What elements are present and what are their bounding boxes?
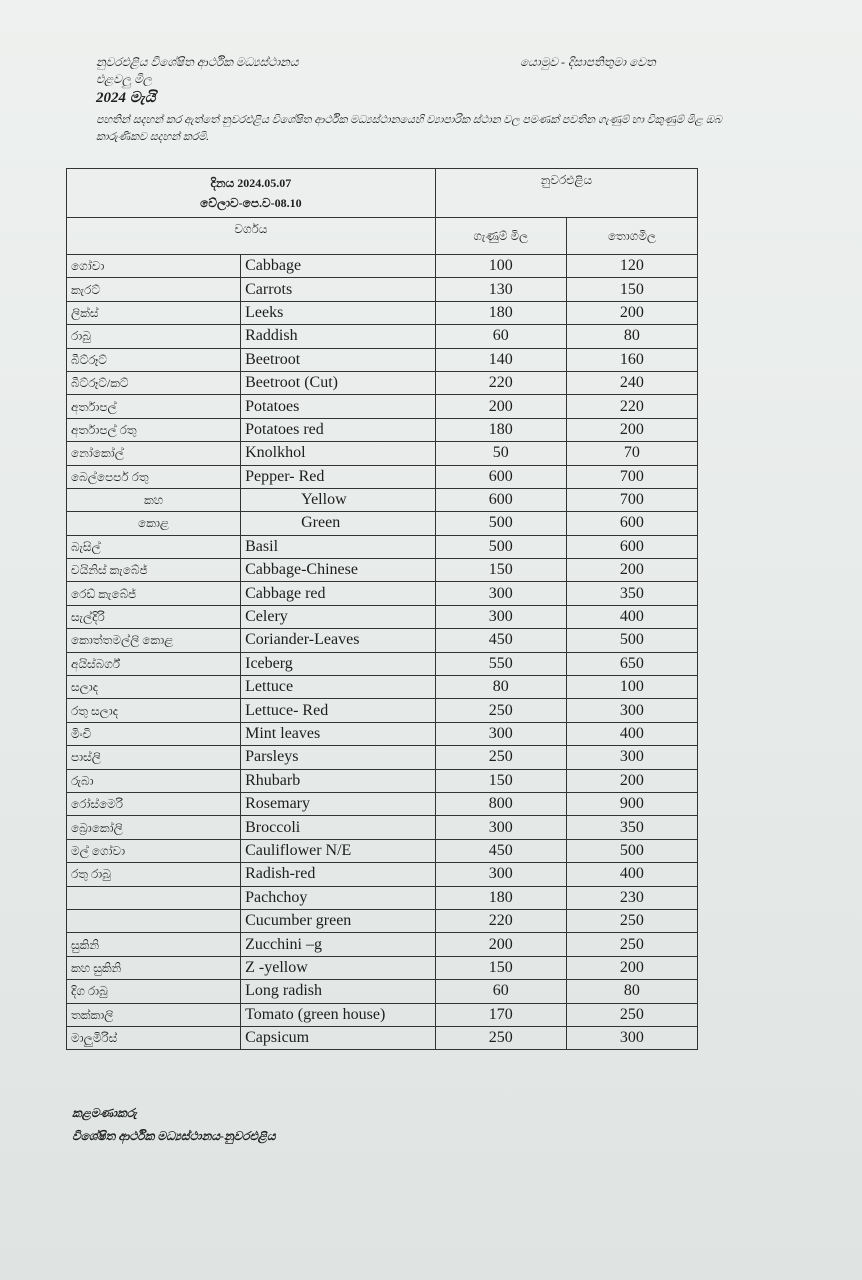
sell-price-cell: 600 <box>566 535 697 558</box>
sell-price-cell: 300 <box>566 699 697 722</box>
buy-price-cell: 140 <box>435 348 566 371</box>
table-row <box>67 839 698 862</box>
buy-price-cell: 250 <box>435 746 566 769</box>
table-date: දිනය 2024.05.07 <box>210 176 292 190</box>
table-row <box>67 1026 698 1049</box>
english-name-cell: Leeks <box>241 301 436 324</box>
table-row <box>67 465 698 488</box>
buy-price-cell: 600 <box>435 465 566 488</box>
english-name-cell: Lettuce <box>241 676 436 699</box>
buy-price-cell: 150 <box>435 769 566 792</box>
sell-price-cell: 350 <box>566 582 697 605</box>
buy-price-cell: 500 <box>435 512 566 535</box>
table-row <box>67 722 698 745</box>
table-row <box>67 933 698 956</box>
table-row <box>67 886 698 909</box>
table-row <box>67 863 698 886</box>
sell-price-cell: 250 <box>566 909 697 932</box>
sinhala-name-cell: කහ සුකිනි <box>67 956 241 979</box>
sinhala-name-cell <box>67 886 241 909</box>
sell-price-cell: 350 <box>566 816 697 839</box>
english-name-cell: Tomato (green house) <box>241 1003 436 1026</box>
table-row <box>67 348 698 371</box>
sinhala-name-cell: සුකිනි <box>67 933 241 956</box>
document-date: 2024 මැයි <box>96 90 156 106</box>
buy-price-cell: 220 <box>435 909 566 932</box>
english-name-cell: Iceberg <box>241 652 436 675</box>
english-name-cell: Cauliflower N/E <box>241 839 436 862</box>
english-name-cell: Parsleys <box>241 746 436 769</box>
buy-price-cell: 550 <box>435 652 566 675</box>
buy-price-cell: 300 <box>435 605 566 628</box>
sinhala-name-cell: පාස්ලි <box>67 746 241 769</box>
sell-price-cell: 700 <box>566 488 697 511</box>
table-header-row-2 <box>67 218 698 255</box>
table-row <box>67 255 698 278</box>
sinhala-name-cell: මිංචි <box>67 722 241 745</box>
table-row <box>67 605 698 628</box>
buy-price-cell: 600 <box>435 488 566 511</box>
sell-price-cell: 80 <box>566 325 697 348</box>
sell-price-cell: 230 <box>566 886 697 909</box>
table-row <box>67 699 698 722</box>
sell-price-cell: 160 <box>566 348 697 371</box>
table-row <box>67 418 698 441</box>
location-header: නුවරඑළිය <box>435 169 697 218</box>
english-name-cell: Pachchoy <box>241 886 436 909</box>
sell-price-cell: 200 <box>566 559 697 582</box>
sinhala-name-cell: ගෝවා <box>67 255 241 278</box>
buy-price-cell: 250 <box>435 1026 566 1049</box>
sinhala-name-cell: සලාද <box>67 676 241 699</box>
buy-price-cell: 150 <box>435 559 566 582</box>
sell-price-cell: 220 <box>566 395 697 418</box>
document-subtitle: එළවලු මිල <box>96 72 152 86</box>
sell-price-cell: 400 <box>566 863 697 886</box>
table-row <box>67 909 698 932</box>
table-row <box>67 816 698 839</box>
table-row <box>67 769 698 792</box>
sell-price-cell: 700 <box>566 465 697 488</box>
sinhala-name-cell: අයිස්බර්ග් <box>67 652 241 675</box>
sell-price-cell: 200 <box>566 769 697 792</box>
buy-price-cell: 500 <box>435 535 566 558</box>
table-row <box>67 371 698 394</box>
sinhala-name-cell: සැල්දිරි <box>67 605 241 628</box>
sell-price-cell: 400 <box>566 722 697 745</box>
buy-price-cell: 60 <box>435 325 566 348</box>
intro-paragraph: පහතින් සදහන් කර ඇත්තේ නුවරඑළිය විශේෂිත ආර්ථික මධ්‍යස්ථානයෙහි ව්‍යාපාරික ස්ථාන වල පමණක් පවතින ගැණුම් හා විකුණුම් මිළ ඔබ කාරුණිකව සදහන් කරමි. <box>96 114 722 143</box>
sell-price-cell: 150 <box>566 278 697 301</box>
buy-price-cell: 50 <box>435 442 566 465</box>
buy-price-cell: 170 <box>435 1003 566 1026</box>
sinhala-name-cell: රාබු <box>67 325 241 348</box>
sinhala-name-cell: අර්තාපල් රතු <box>67 418 241 441</box>
english-name-cell: Carrots <box>241 278 436 301</box>
buy-price-cell: 130 <box>435 278 566 301</box>
table-row <box>67 442 698 465</box>
buy-price-cell: 300 <box>435 582 566 605</box>
sell-price-cell: 300 <box>566 1026 697 1049</box>
sinhala-name-cell: රතු සලාද <box>67 699 241 722</box>
sell-price-cell: 500 <box>566 839 697 862</box>
english-name-cell: Beetroot <box>241 348 436 371</box>
sinhala-name-cell: බ්‍රොකෝලි <box>67 816 241 839</box>
table-header-row-1 <box>67 169 698 218</box>
table-row <box>67 980 698 1003</box>
buy-price-cell: 800 <box>435 792 566 815</box>
table-row <box>67 956 698 979</box>
signatory-office: විශේෂිත ආර්ථික මධ්‍යස්ථානය-නුවරඑළිය <box>72 1129 276 1143</box>
sinhala-name-cell: බීට්රූට්/කට් <box>67 371 241 394</box>
signatory-role: කළමණාකරු <box>72 1106 137 1120</box>
buy-price-cell: 300 <box>435 816 566 839</box>
buy-price-cell: 180 <box>435 301 566 324</box>
buy-price-cell: 180 <box>435 886 566 909</box>
buy-price-cell: 60 <box>435 980 566 1003</box>
english-name-cell: Cabbage <box>241 255 436 278</box>
sinhala-name-cell: රතු රාබු <box>67 863 241 886</box>
table-row <box>67 582 698 605</box>
sinhala-name-cell: රෝස්මෙරි <box>67 792 241 815</box>
table-row <box>67 278 698 301</box>
english-name-cell: Radish-red <box>241 863 436 886</box>
english-name-cell: Potatoes <box>241 395 436 418</box>
english-name-cell: Cabbage-Chinese <box>241 559 436 582</box>
table-row <box>67 746 698 769</box>
buy-price-cell: 450 <box>435 629 566 652</box>
english-name-cell: Zucchini –g <box>241 933 436 956</box>
sell-price-cell: 300 <box>566 746 697 769</box>
table-row <box>67 301 698 324</box>
date-time-cell <box>67 169 436 218</box>
sinhala-name-cell: කොත්තමල්ලි කොළ <box>67 629 241 652</box>
table-row <box>67 1003 698 1026</box>
english-name-cell: Lettuce- Red <box>241 699 436 722</box>
sell-price-cell: 120 <box>566 255 697 278</box>
sell-price-cell: 650 <box>566 652 697 675</box>
sell-price-cell: 900 <box>566 792 697 815</box>
sinhala-name-cell: ලික්ස් <box>67 301 241 324</box>
sell-price-cell: 80 <box>566 980 697 1003</box>
table-row <box>67 535 698 558</box>
english-name-cell: Coriander-Leaves <box>241 629 436 652</box>
sell-price-cell: 250 <box>566 1003 697 1026</box>
buy-price-cell: 300 <box>435 863 566 886</box>
sell-price-header: තොගමිල <box>566 218 697 255</box>
english-name-cell: Pepper- Red <box>241 465 436 488</box>
price-table-body <box>67 255 698 1050</box>
english-name-cell: Cucumber green <box>241 909 436 932</box>
buy-price-cell: 100 <box>435 255 566 278</box>
sell-price-cell: 70 <box>566 442 697 465</box>
sinhala-name-cell <box>67 909 241 932</box>
sinhala-name-cell: රෙඩ් කැබේජ් <box>67 582 241 605</box>
sinhala-name-cell: දිග රාබු <box>67 980 241 1003</box>
sinhala-name-cell: අර්තාපල් <box>67 395 241 418</box>
sinhala-name-cell: බැසිල් <box>67 535 241 558</box>
sell-price-cell: 200 <box>566 418 697 441</box>
english-name-cell: Capsicum <box>241 1026 436 1049</box>
english-name-cell: Beetroot (Cut) <box>241 371 436 394</box>
english-name-cell: Raddish <box>241 325 436 348</box>
sinhala-name-cell: කැරට් <box>67 278 241 301</box>
english-name-cell: Green <box>241 512 436 535</box>
sinhala-name-cell: මාලුමිරිස් <box>67 1026 241 1049</box>
organization-name: නුවරඑළිය විශේෂිත ආර්ථික මධ්‍යස්ථානය <box>96 55 299 69</box>
sell-price-cell: 200 <box>566 301 697 324</box>
table-time: වේලාව-පෙ.ව-08.10 <box>200 196 302 210</box>
table-row <box>67 652 698 675</box>
english-name-cell: Rhubarb <box>241 769 436 792</box>
table-row <box>67 395 698 418</box>
buy-price-cell: 220 <box>435 371 566 394</box>
buy-price-cell: 300 <box>435 722 566 745</box>
english-name-cell: Potatoes red <box>241 418 436 441</box>
buy-price-cell: 200 <box>435 933 566 956</box>
buy-price-cell: 180 <box>435 418 566 441</box>
english-name-cell: Rosemary <box>241 792 436 815</box>
english-name-cell: Yellow <box>241 488 436 511</box>
english-name-cell: Broccoli <box>241 816 436 839</box>
sell-price-cell: 600 <box>566 512 697 535</box>
sinhala-name-cell: කහ <box>67 488 241 511</box>
sinhala-name-cell: මල් ගෝවා <box>67 839 241 862</box>
sell-price-cell: 500 <box>566 629 697 652</box>
recipient-line: යොමුව - දිසාපතිතුමා වෙත <box>520 55 656 69</box>
table-row <box>67 488 698 511</box>
sinhala-name-cell: බෙල්පෙපර් රතු <box>67 465 241 488</box>
english-name-cell: Mint leaves <box>241 722 436 745</box>
type-header: වර්ගය <box>67 218 436 255</box>
sell-price-cell: 100 <box>566 676 697 699</box>
buy-price-cell: 150 <box>435 956 566 979</box>
buy-price-cell: 200 <box>435 395 566 418</box>
buy-price-header: ගැණුම් මිල <box>435 218 566 255</box>
table-row <box>67 629 698 652</box>
sinhala-name-cell: කොළ <box>67 512 241 535</box>
table-row <box>67 792 698 815</box>
sell-price-cell: 240 <box>566 371 697 394</box>
sell-price-cell: 250 <box>566 933 697 956</box>
english-name-cell: Long radish <box>241 980 436 1003</box>
buy-price-cell: 250 <box>435 699 566 722</box>
buy-price-cell: 450 <box>435 839 566 862</box>
english-name-cell: Cabbage red <box>241 582 436 605</box>
english-name-cell: Celery <box>241 605 436 628</box>
table-row <box>67 325 698 348</box>
sinhala-name-cell: රුබා <box>67 769 241 792</box>
sell-price-cell: 400 <box>566 605 697 628</box>
price-table <box>66 168 698 1050</box>
english-name-cell: Z -yellow <box>241 956 436 979</box>
table-row <box>67 512 698 535</box>
buy-price-cell: 80 <box>435 676 566 699</box>
english-name-cell: Basil <box>241 535 436 558</box>
sinhala-name-cell: තක්කාලි <box>67 1003 241 1026</box>
table-row <box>67 559 698 582</box>
sinhala-name-cell: බීට්රූට් <box>67 348 241 371</box>
english-name-cell: Knolkhol <box>241 442 436 465</box>
sinhala-name-cell: නෝකෝල් <box>67 442 241 465</box>
sinhala-name-cell: චයිනිස් කැබේජ් <box>67 559 241 582</box>
sell-price-cell: 200 <box>566 956 697 979</box>
table-row <box>67 676 698 699</box>
